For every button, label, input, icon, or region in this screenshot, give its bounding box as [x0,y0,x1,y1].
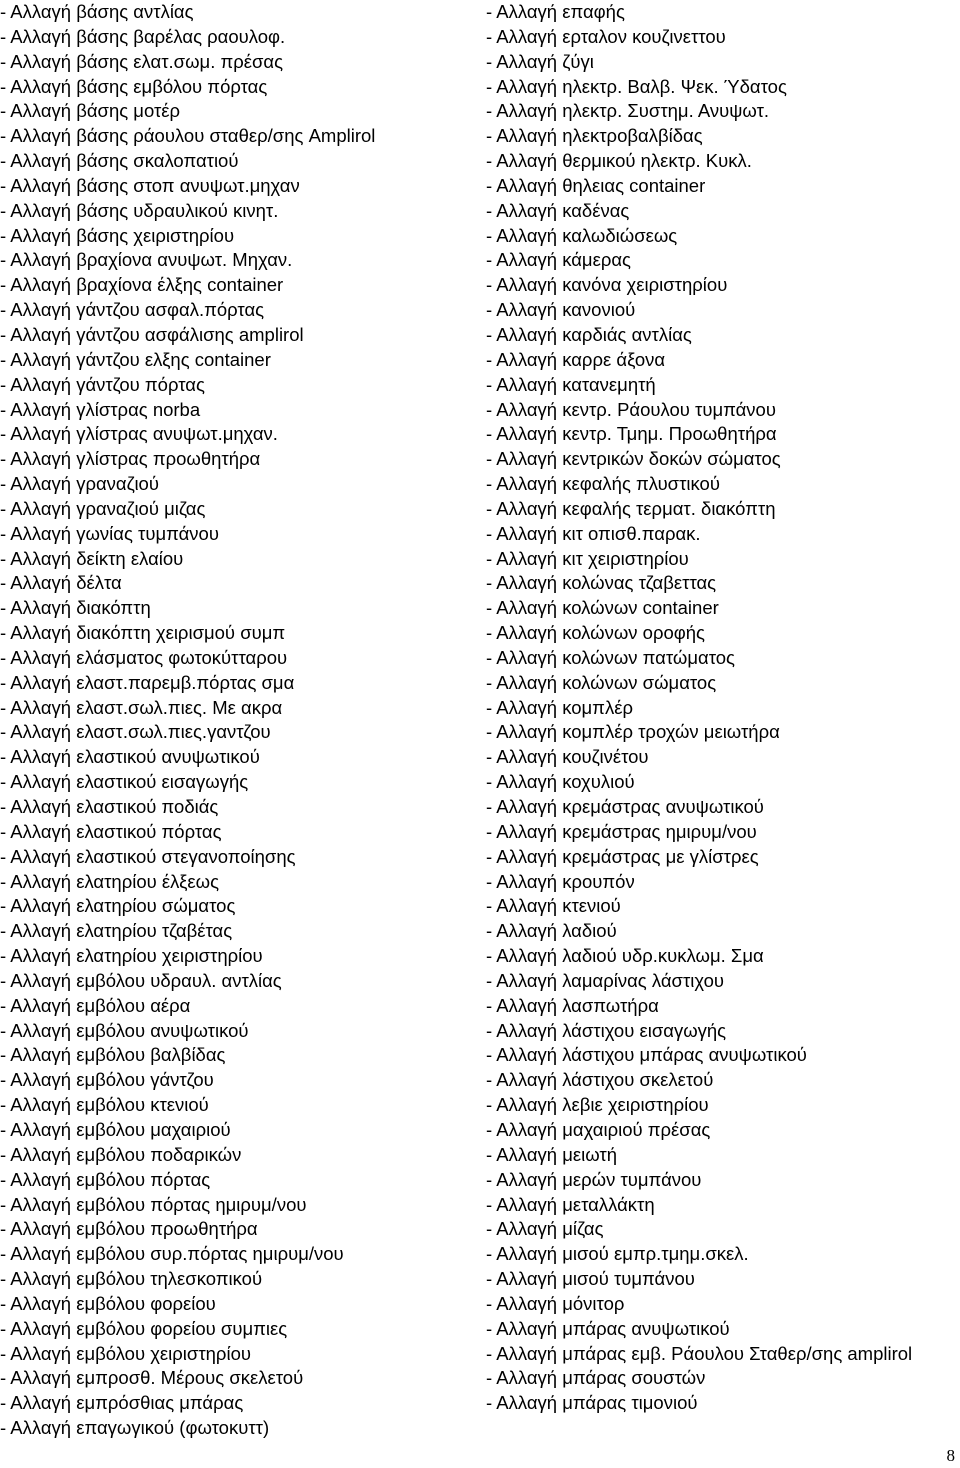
list-item: - Αλλαγή ελατηρίου τζαβέτας [0,920,233,942]
list-item: - Αλλαγή καδένας [486,199,630,221]
list-item: - Αλλαγή ελατηρίου έλξεως [0,870,220,892]
list-item: - Αλλαγή ελατηρίου χειριστηρίου [0,945,263,967]
list-item: - Αλλαγή εμβόλου πόρτας [0,1168,211,1190]
list-item: - Αλλαγή λαδιού υδρ.κυκλωμ. Σμα [486,945,764,967]
list-item: - Αλλαγή ηλεκτρ. Βαλβ. Ψεκ. Ύδατος [486,75,787,97]
list-item: - Αλλαγή μπάρας εμβ. Ράουλου Σταθερ/σης amplirol [486,1342,913,1364]
list-item: - Αλλαγή ελαστικού στεγανοποίησης [0,845,296,867]
list-item: - Αλλαγή λάστιχου σκελετού [486,1069,714,1091]
list-item: - Αλλαγή κολώνων σώματος [486,671,717,693]
list-item: - Αλλαγή λαμαρίνας λάστιχου [486,969,724,991]
list-item: - Αλλαγή κρεμάστρας με γλίστρες [486,845,759,867]
list-item: - Αλλαγή δέλτα [0,572,122,594]
list-item: - Αλλαγή θηλειας container [486,174,706,196]
list-item: - Αλλαγή ηλεκτροβαλβίδας [486,125,703,147]
list-item: - Αλλαγή ελαστ.σωλ.πιες. Με ακρα [0,696,283,718]
list-item: - Αλλαγή διακόπτη χειρισμού συμπ [0,622,286,644]
list-item: - Αλλαγή μίζας [486,1218,604,1240]
list-item: - Αλλαγή εμβόλου αέρα [0,994,191,1016]
list-item: - Αλλαγή κουζινέτου [486,746,649,768]
list-item: - Αλλαγή επαγωγικού (φωτοκυττ) [0,1417,270,1439]
list-item: - Αλλαγή μαχαιριού πρέσας [486,1118,711,1140]
list-item: - Αλλαγή κανόνα χειριστηρίου [486,274,728,296]
list-item: - Αλλαγή βάσης μοτέρ [0,100,181,122]
list-item: - Αλλαγή ελαστ.σωλ.πιες.γαντζου [0,721,271,743]
list-item: - Αλλαγή κιτ οπισθ.παρακ. [486,522,701,544]
list-item: - Αλλαγή μπάρας τιμονιού [486,1392,698,1414]
list-item: - Αλλαγή ερταλον κουζινεττου [486,25,726,47]
list-item: - Αλλαγή μειωτή [486,1143,618,1165]
list-item: - Αλλαγή ελαστικού πόρτας [0,820,222,842]
list-item: - Αλλαγή γάντζου ασφαλ.πόρτας [0,299,265,321]
list-item: - Αλλαγή εμβόλου υδραυλ. αντλίας [0,969,282,991]
list-item: - Αλλαγή κεντρικών δοκών σώματος [486,448,781,470]
page-number: 8 [946,1446,955,1465]
list-item: - Αλλαγή γάντζου πόρτας [0,373,205,395]
list-item: - Αλλαγή ζύγι [486,50,594,72]
list-item: - Αλλαγή βραχίονα έλξης container [0,274,284,296]
list-item: - Αλλαγή λασπωτήρα [486,994,659,1016]
list-item: - Αλλαγή εμπροσθ. Μέρους σκελετού [0,1367,304,1389]
list-item: - Αλλαγή βάσης ελατ.σωμ. πρέσας [0,50,284,72]
list-item: - Αλλαγή κολώνων οροφής [486,622,705,644]
list-item: - Αλλαγή γλίστρας ανυψωτ.μηχαν. [0,423,278,445]
list-item: - Αλλαγή καρρε άξονα [486,348,666,370]
list-item: - Αλλαγή κολώνων πατώματος [486,646,735,668]
list-item: - Αλλαγή μπάρας ανυψωτικού [486,1317,730,1339]
list-item: - Αλλαγή κοχυλιού [486,771,635,793]
list-item: - Αλλαγή κρεμάστρας ημιρυμ/νου [486,820,757,842]
list-item: - Αλλαγή γραναζιού μιζας [0,497,206,519]
list-item: - Αλλαγή γωνίας τυμπάνου [0,522,219,544]
list-item: - Αλλαγή ηλεκτρ. Συστημ. Ανυψωτ. [486,100,770,122]
list-item: - Αλλαγή κάμερας [486,249,631,271]
list-item: - Αλλαγή μισού εμπρ.τμημ.σκελ. [486,1243,749,1265]
list-item: - Αλλαγή μισού τυμπάνου [486,1268,695,1290]
list-item: - Αλλαγή βάσης σκαλοπατιού [0,150,239,172]
list-item: - Αλλαγή εμβόλου γάντζου [0,1069,214,1091]
right-column-list [486,0,960,1416]
list-item: - Αλλαγή κεφαλής τερματ. διακόπτη [486,497,776,519]
list-item: - Αλλαγή κολώνων container [486,597,719,619]
list-item: - Αλλαγή εμβόλου πόρτας ημιρυμ/νου [0,1193,307,1215]
list-item: - Αλλαγή εμβόλου κτενιού [0,1094,209,1116]
list-item: - Αλλαγή μερών τυμπάνου [486,1168,702,1190]
list-item: - Αλλαγή διακόπτη [0,597,151,619]
list-item: - Αλλαγή βάσης βαρέλας ραουλοφ. [0,25,286,47]
list-item: - Αλλαγή κατανεμητή [486,373,656,395]
list-item: - Αλλαγή ελάσματος φωτοκύτταρου [0,646,288,668]
list-item: - Αλλαγή βάσης στοπ ανυψωτ.μηχαν [0,174,300,196]
list-item: - Αλλαγή γραναζιού [0,473,159,495]
list-item: - Αλλαγή κρεμάστρας ανυψωτικού [486,796,764,817]
list-item: - Αλλαγή μπάρας σουστών [486,1367,706,1389]
list-item: - Αλλαγή κεντρ. Ράουλου τυμπάνου [486,398,776,420]
list-item: - Αλλαγή λεβιε χειριστηρίου [486,1094,709,1116]
list-item: - Αλλαγή ελατηρίου σώματος [0,895,236,917]
list-item: - Αλλαγή κεφαλής πλυστικού [486,473,720,495]
list-item: - Αλλαγή ελαστικού εισαγωγής [0,771,249,793]
list-item: - Αλλαγή βάσης χειριστηρίου [0,224,235,246]
list-item: - Αλλαγή καρδιάς αντλίας [486,323,692,345]
list-item: - Αλλαγή επαφής [486,1,625,22]
list-item: - Αλλαγή κομπλέρ τροχών μειωτήρα [486,721,780,743]
list-item: - Αλλαγή εμβόλου μαχαιριού [0,1118,231,1140]
list-item: - Αλλαγή εμβόλου ποδαρικών [0,1143,242,1165]
list-item: - Αλλαγή ελαστικού ποδιάς [0,796,219,817]
list-item: - Αλλαγή βραχίονα ανυψωτ. Μηχαν. [0,249,293,271]
list-item: - Αλλαγή εμβόλου τηλεσκοπικού [0,1268,263,1290]
list-item: - Αλλαγή κομπλέρ [486,696,633,718]
list-item: - Αλλαγή εμβόλου συρ.πόρτας ημιρυμ/νου [0,1243,344,1265]
list-item: - Αλλαγή κανονιού [486,299,636,321]
list-item: - Αλλαγή θερμικού ηλεκτρ. Κυκλ. [486,150,752,172]
list-item: - Αλλαγή γάντζου ελξης container [0,348,271,370]
list-item: - Αλλαγή εμπρόσθιας μπάρας [0,1392,244,1414]
list-item: - Αλλαγή μεταλλάκτη [486,1193,655,1215]
left-column-list [0,0,480,1441]
list-item: - Αλλαγή γάντζου ασφάλισης amplirol [0,323,304,345]
list-item: - Αλλαγή λάστιχου εισαγωγής [486,1019,727,1041]
list-item: - Αλλαγή ελαστ.παρεμβ.πόρτας σμα [0,671,295,693]
list-item: - Αλλαγή λαδιού [486,920,617,942]
list-item: - Αλλαγή δείκτη ελαίου [0,547,184,569]
list-item: - Αλλαγή βάσης υδραυλικού κινητ. [0,199,279,221]
list-item: - Αλλαγή κολώνας τζαβεττας [486,572,717,594]
list-item: - Αλλαγή εμβόλου προωθητήρα [0,1218,258,1240]
list-item: - Αλλαγή καλωδιώσεως [486,224,678,246]
list-item: - Αλλαγή βάσης αντλίας [0,1,194,22]
list-item: - Αλλαγή κτενιού [486,895,621,917]
list-item: - Αλλαγή γλίστρας προωθητήρα [0,448,261,470]
list-item: - Αλλαγή γλίστρας norba [0,398,201,420]
list-item: - Αλλαγή εμβόλου βαλβίδας [0,1044,226,1066]
list-item: - Αλλαγή εμβόλου φορείου συμπιες [0,1317,288,1339]
list-item: - Αλλαγή μόνιτορ [486,1292,625,1314]
list-item: - Αλλαγή κρουπόν [486,870,635,892]
list-item: - Αλλαγή ελαστικού ανυψωτικού [0,746,260,768]
list-item: - Αλλαγή εμβόλου χειριστηρίου [0,1342,251,1364]
list-item: - Αλλαγή βάσης ράουλου σταθερ/σης Amplirol [0,125,376,147]
list-item: - Αλλαγή κιτ χειριστηρίου [486,547,689,569]
list-item: - Αλλαγή κεντρ. Τμημ. Προωθητήρα [486,423,777,445]
list-item: - Αλλαγή βάσης εμβόλου πόρτας [0,75,268,97]
list-item: - Αλλαγή εμβόλου φορείου [0,1292,216,1314]
list-item: - Αλλαγή λάστιχου μπάρας ανυψωτικού [486,1044,807,1066]
list-item: - Αλλαγή εμβόλου ανυψωτικού [0,1019,249,1041]
